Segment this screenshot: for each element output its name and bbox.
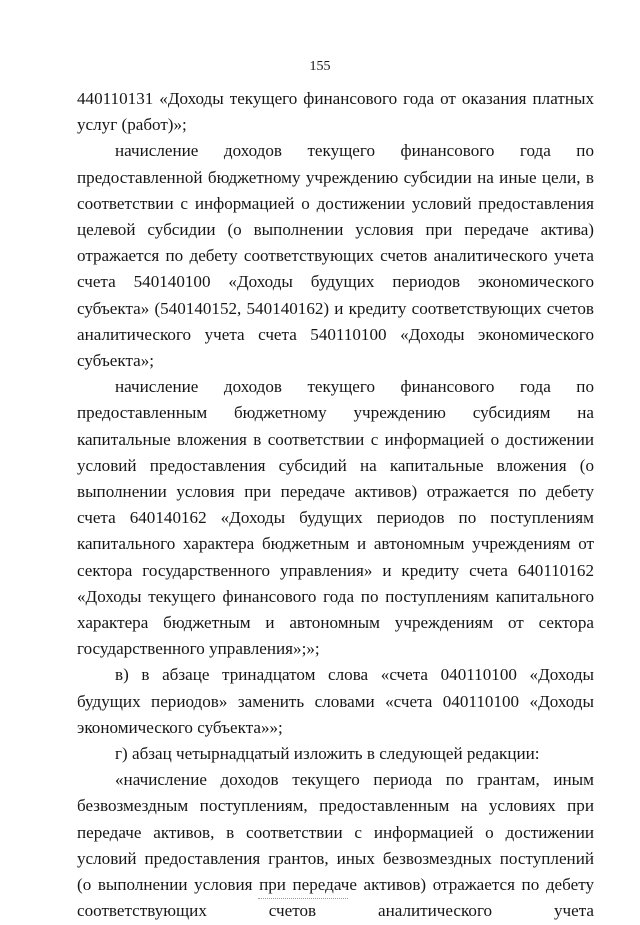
paragraph-2: начисление доходов текущего финансового года по предоставленной бюджетному учреждению субсидии на иные цели, в соответствии с информацией о достижении условий предоставления целевой субсидии (о выполнении условия при передаче актива) отражается по дебету соответствующих счетов аналитического учета счета 540140100 «Доходы будущих периодов экономического субъекта» (540140152, 540140162) и кредиту соответствующих счетов аналитического учета счета 540110100 «Доходы экономического субъекта»; [77, 141, 594, 371]
paragraph-1: 440110131 «Доходы текущего финансового года от оказания платных услуг (работ)»; [77, 89, 594, 135]
scan-edge-mark [258, 898, 348, 901]
paragraph-4: в) в абзаце тринадцатом слова «счета 040110100 «Доходы будущих периодов» заменить словами «счета 040110100 «Доходы экономического субъекта»»; [77, 665, 594, 737]
paragraph-5: г) абзац четырнадцатый изложить в следующей редакции: [115, 744, 540, 764]
page-number: 155 [309, 59, 331, 74]
paragraph-3: начисление доходов текущего финансового года по предоставленным бюджетному учреждению субсидиям на капитальные вложения в соответствии с информацией о достижении условий предоставления субсидий на капитальные вложения (о выполнении условия при передаче активов) отражается по дебету счета 640140162 «Доходы будущих периодов по поступлениям капитального характера бюджетным и автономным учреждениям от сектора государственного управления» и кредиту счета 640110162 «Доходы текущего финансового года по поступлениям капитального характера бюджетным и автономным учреждениям от сектора государственного управления»;»; [77, 377, 594, 659]
paragraph-6: «начисление доходов текущего периода по грантам, иным безвозмездным поступлениям, предоставленным на условиях при передаче активов, в соответствии с информацией о достижении условий предоставления грантов, иных безвозмездных поступлений (о выполнении условия при передаче активов) отражается по дебету соответствующих счетов аналитического учета [77, 770, 594, 921]
document-body [77, 86, 594, 925]
